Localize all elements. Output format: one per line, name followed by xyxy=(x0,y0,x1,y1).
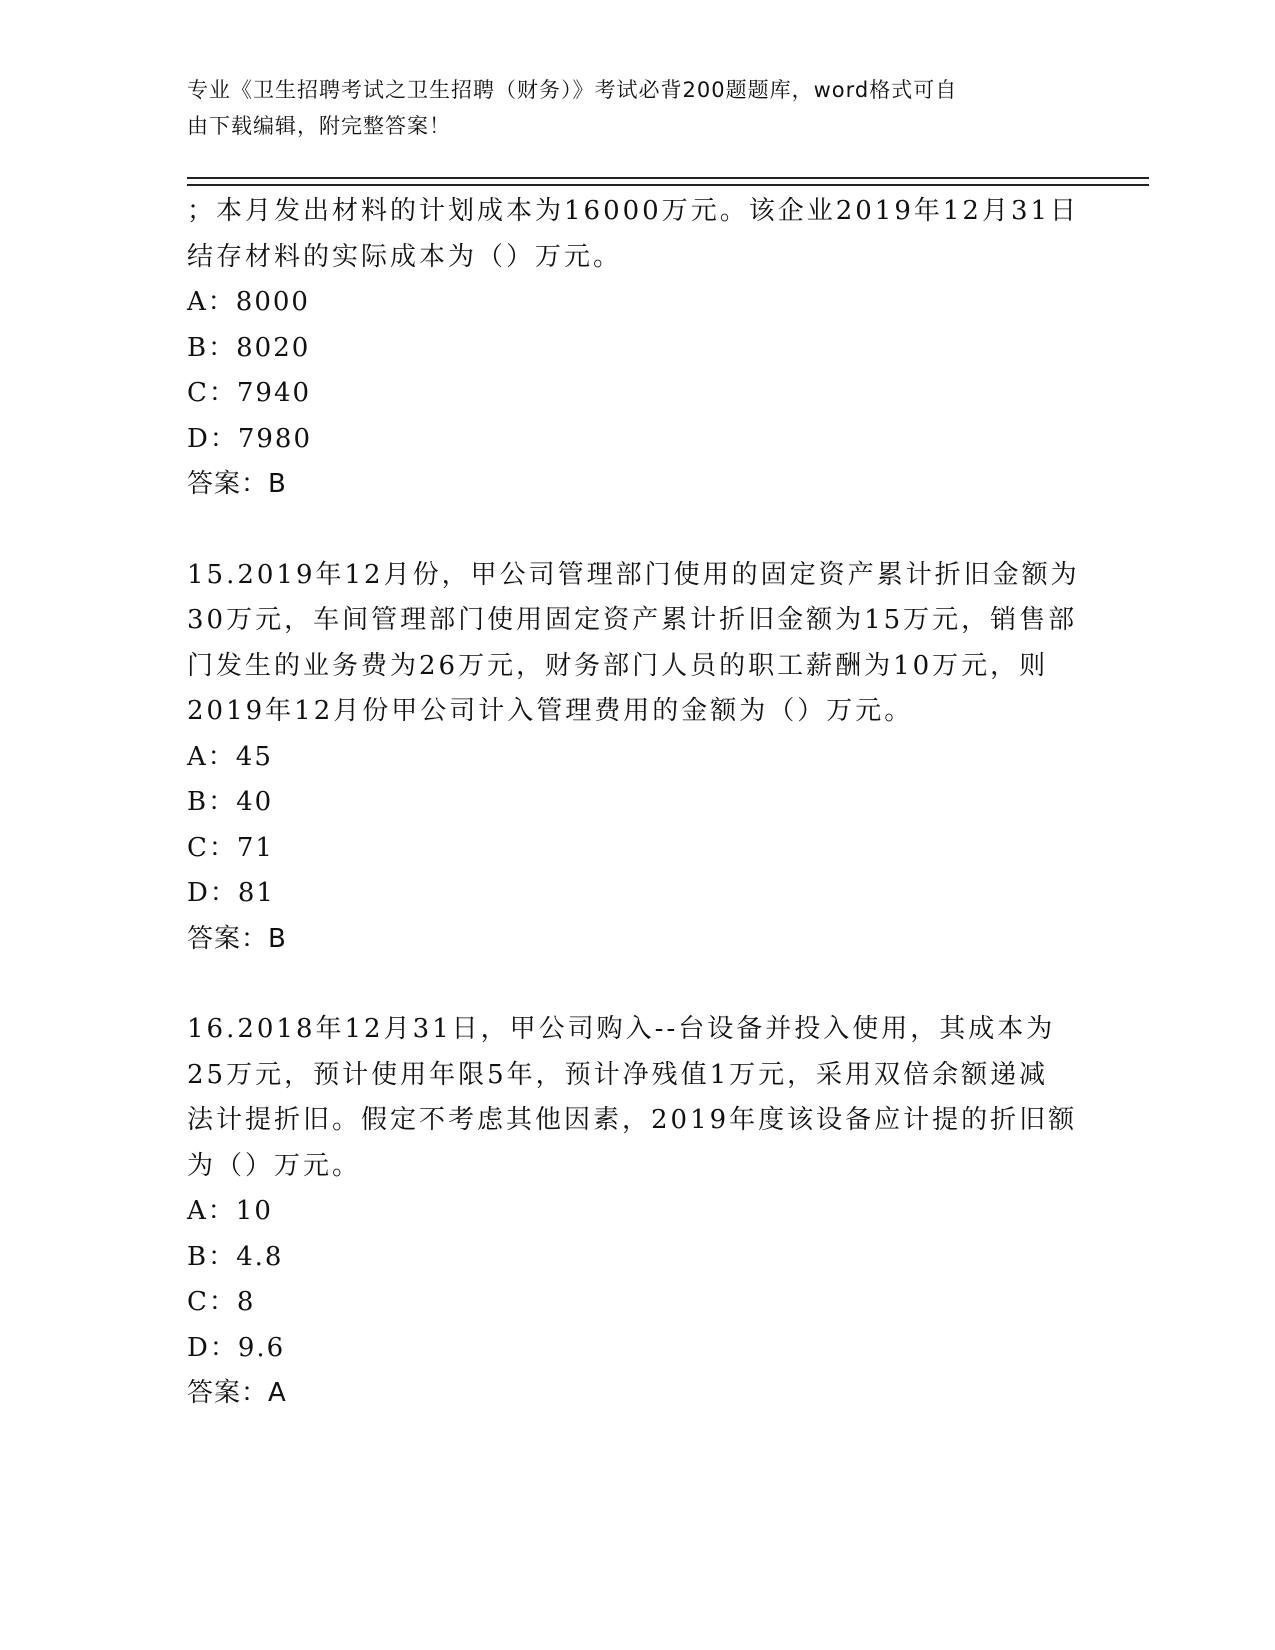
option-d: D：81 xyxy=(187,878,275,908)
question-text-line: ；本月发出材料的计划成本为16000万元。该企业2019年12月31日 xyxy=(187,196,1080,226)
question-text-line: 为（）万元。 xyxy=(187,1150,362,1181)
option-a: A：8000 xyxy=(187,287,310,317)
question-text-line: 2019年12月份甲公司计入管理费用的金额为（）万元。 xyxy=(187,696,914,726)
question-spacer xyxy=(187,962,1087,1007)
option-d: D：9.6 xyxy=(187,1332,286,1363)
question-text-line: 30万元，车间管理部门使用固定资产累计折旧金额为15万元，销售部 xyxy=(187,605,1078,635)
answer-line: 答案：A xyxy=(187,1378,287,1408)
question-text-line: 16.2018年12月31日，甲公司购入--台设备并投入使用，其成本为 xyxy=(187,1014,1056,1044)
question-text-line: 法计提折旧。假定不考虑其他因素，2019年度该设备应计提的折旧额 xyxy=(187,1105,1078,1135)
header-rule-top xyxy=(187,177,1149,179)
question-text-line: 25万元，预计使用年限5年，预计净残值1万元，采用双倍余额递减 xyxy=(187,1059,1049,1090)
option-a: A：10 xyxy=(187,1196,273,1226)
question-block xyxy=(187,189,1087,508)
option-b: B：8020 xyxy=(187,332,311,363)
question-text-line: 结存材料的实际成本为（）万元。 xyxy=(187,241,623,272)
question-spacer xyxy=(187,508,1087,553)
option-c: C：7940 xyxy=(187,378,312,408)
option-d: D：7980 xyxy=(187,423,313,454)
answer-line: 答案：B xyxy=(187,923,287,954)
header-line-1: 专业《卫生招聘考试之卫生招聘（财务）》考试必背200题题库，word格式可自 xyxy=(187,78,958,102)
answer-line: 答案：B xyxy=(187,469,287,499)
option-a: A：45 xyxy=(187,741,273,772)
option-c: C：8 xyxy=(187,1287,256,1317)
option-b: B：4.8 xyxy=(187,1241,284,1272)
option-c: C：71 xyxy=(187,832,274,863)
question-block xyxy=(187,1007,1087,1417)
header-line-2: 由下载编辑，附完整答案！ xyxy=(187,114,451,138)
question-text-line: 15.2019年12月份，甲公司管理部门使用的固定资产累计折旧金额为 xyxy=(187,559,1080,590)
question-block xyxy=(187,553,1087,963)
header-rule-bottom xyxy=(187,184,1149,186)
document-header xyxy=(187,72,1067,144)
question-list xyxy=(187,189,1087,1417)
question-text-line: 门发生的业务费为26万元，财务部门人员的职工薪酬为10万元，则 xyxy=(187,650,1049,681)
option-b: B：40 xyxy=(187,787,274,817)
